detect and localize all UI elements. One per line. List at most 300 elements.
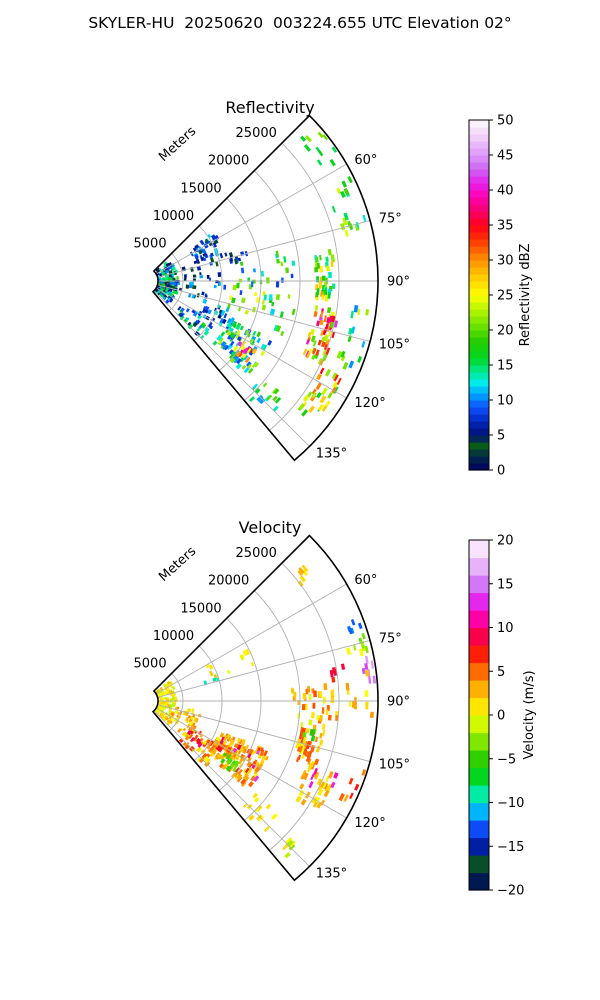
echo-rect	[313, 311, 317, 317]
echo-rect	[245, 310, 249, 315]
echo-rect	[276, 294, 280, 300]
echo-rect	[252, 331, 256, 337]
colorbar-band	[469, 428, 489, 436]
echo-rect	[354, 784, 359, 791]
echo-rect	[331, 261, 334, 267]
azimuth-spoke	[156, 708, 346, 818]
echo-rect	[328, 272, 332, 278]
echo-rect	[276, 259, 280, 264]
echo-rect	[221, 331, 226, 336]
radial-axis-label-reflectivity: Meters	[156, 123, 200, 165]
echo-rect	[316, 745, 321, 752]
echo-rect	[316, 320, 320, 326]
range-tick-label: 20000	[207, 153, 250, 169]
colorbar-band	[469, 260, 489, 268]
echo-rect	[251, 281, 253, 287]
echo-rect	[166, 699, 169, 703]
colorbar-tick-label: 0	[497, 708, 506, 724]
echo-rect	[314, 759, 319, 766]
echo-rect	[365, 690, 369, 697]
echo-rect	[307, 686, 310, 692]
colorbar-band	[469, 645, 489, 663]
azimuth-tick-label: 120°	[354, 396, 386, 411]
echo-rect	[292, 309, 296, 316]
echo-rect	[316, 715, 319, 721]
echo-rect	[319, 691, 322, 697]
echo-rect	[321, 387, 327, 395]
azimuth-tick-label: 75°	[378, 631, 402, 647]
echo-rect	[319, 282, 322, 289]
echo-rect	[319, 255, 322, 260]
azimuth-tick-label: 90°	[387, 274, 411, 290]
colorbar-band	[469, 628, 489, 646]
colorbar-band	[469, 435, 489, 443]
range-tick-label: 15000	[180, 181, 222, 197]
echo-rect	[281, 278, 283, 283]
echo-rect	[318, 150, 323, 156]
radial-axis-label-velocity: Meters	[156, 543, 200, 585]
echo-rect	[331, 697, 335, 703]
wedge-outline	[153, 536, 378, 881]
range-tick-label: 25000	[235, 546, 277, 562]
echo-rect	[308, 405, 315, 413]
azimuth-tick-label: 135°	[315, 866, 348, 882]
colorbar-band	[469, 663, 489, 681]
echo-rect	[178, 283, 180, 285]
echo-rect	[365, 656, 369, 664]
echo-rect	[362, 668, 366, 674]
echo-rect	[351, 619, 356, 626]
colorbar-band	[469, 407, 489, 415]
colorbar-tick-label: 0	[497, 463, 506, 479]
echo-rect	[348, 361, 354, 369]
plot-title-reflectivity: Reflectivity	[225, 98, 315, 117]
echo-rect	[251, 662, 255, 667]
azimuth-tick-label: 60°	[354, 573, 378, 588]
colorbar-band	[469, 785, 489, 803]
echo-rect	[256, 332, 261, 338]
echo-rect	[332, 206, 336, 213]
colorbar-band	[469, 218, 489, 226]
echo-rect	[280, 331, 284, 336]
echo-rect	[209, 665, 214, 670]
colorbar-band	[469, 253, 489, 261]
echo-rect	[264, 826, 270, 832]
echo-rect	[349, 778, 354, 785]
colorbar-label-reflectivity: Reflectivity dBZ	[518, 243, 533, 347]
echo-rect	[322, 285, 325, 292]
colorbar-tick-label: 50	[497, 113, 514, 129]
echo-rect	[199, 275, 203, 278]
echo-rect	[256, 338, 261, 343]
echo-rect	[341, 181, 347, 188]
echo-rect	[293, 692, 296, 697]
echo-rect	[315, 737, 318, 743]
echo-rect	[209, 671, 213, 677]
echo-rect	[301, 799, 307, 806]
echo-rect	[262, 300, 265, 305]
echo-rect	[172, 278, 175, 281]
colorbar-label-velocity: Velocity (m/s)	[522, 670, 537, 760]
azimuth-spoke	[158, 220, 370, 277]
echo-rect	[361, 633, 365, 639]
azimuth-tick-label: 120°	[354, 816, 386, 831]
colorbar-band	[469, 803, 489, 821]
velocity-grid	[154, 536, 378, 867]
reflectivity-plot	[134, 98, 533, 479]
colorbar-tick-label: 35	[497, 218, 514, 234]
colorbar-band	[469, 365, 489, 373]
echo-rect	[323, 683, 327, 690]
echo-rect	[373, 676, 376, 684]
echo-rect	[345, 230, 349, 237]
colorbar-band	[469, 386, 489, 394]
colorbar-band	[469, 680, 489, 698]
azimuth-tick-label: 135°	[315, 446, 348, 462]
echo-rect	[328, 249, 332, 256]
colorbar-band	[469, 421, 489, 429]
echo-rect	[337, 378, 342, 385]
echo-rect	[241, 268, 244, 274]
echo-rect	[319, 733, 322, 739]
colorbar-band	[469, 358, 489, 366]
echo-rect	[201, 291, 204, 295]
echo-rect	[309, 694, 312, 700]
azimuth-tick-label: 105°	[378, 757, 411, 773]
azimuth-spoke	[154, 291, 310, 447]
echo-rect	[312, 703, 315, 709]
colorbar-band	[469, 442, 489, 450]
echo-rect	[176, 276, 178, 279]
echo-rect	[302, 704, 306, 710]
echo-rect	[291, 274, 294, 278]
echo-rect	[354, 305, 358, 313]
azimuth-tick-label: 75°	[378, 211, 402, 227]
echo-rect	[241, 297, 245, 303]
colorbar-band	[469, 232, 489, 240]
echo-rect	[316, 373, 322, 380]
echo-rect	[308, 781, 313, 788]
echo-rect	[357, 308, 360, 315]
echo-rect	[305, 791, 311, 798]
colorbar-band	[469, 295, 489, 303]
echo-rect	[188, 293, 191, 297]
echo-rect	[311, 712, 315, 718]
colorbar-band	[469, 558, 489, 576]
echo-rect	[229, 295, 232, 300]
echo-rect	[253, 268, 256, 272]
colorbar-band	[469, 873, 489, 891]
echo-rect	[248, 815, 254, 821]
echo-rect	[358, 623, 363, 629]
echo-rect	[170, 281, 173, 285]
reflectivity-echoes	[154, 132, 370, 417]
echo-rect	[266, 277, 269, 283]
colorbar-tick-label: 5	[497, 428, 506, 444]
echo-rect	[271, 813, 278, 820]
colorbar-tick-label: 10	[497, 393, 514, 409]
echo-rect	[174, 697, 176, 700]
echo-rect	[328, 715, 332, 721]
echo-rect	[324, 290, 327, 295]
azimuth-tick-label: 60°	[354, 153, 378, 168]
echo-rect	[331, 677, 335, 683]
colorbar-band	[469, 155, 489, 163]
colorbar-band	[469, 698, 489, 716]
echo-rect	[262, 305, 266, 311]
echo-rect	[263, 750, 268, 756]
echo-rect	[330, 159, 336, 166]
colorbar-band	[469, 169, 489, 177]
echo-rect	[212, 341, 217, 346]
echo-rect	[346, 683, 350, 691]
echo-rect	[325, 401, 331, 408]
echo-rect	[267, 340, 272, 346]
echo-rect	[248, 781, 254, 787]
echo-rect	[318, 132, 324, 139]
echo-rect	[193, 274, 197, 277]
colorbar-band	[469, 351, 489, 359]
echo-rect	[319, 715, 323, 722]
colorbar-tick-label: 15	[497, 577, 514, 593]
colorbar-tick-label: 30	[497, 253, 514, 269]
echo-rect	[328, 292, 331, 298]
azimuth-tick-label: 90°	[387, 694, 411, 710]
echo-rect	[368, 676, 371, 684]
echo-rect	[318, 340, 322, 346]
echo-rect	[240, 290, 243, 295]
echo-rect	[189, 285, 192, 289]
echo-rect	[280, 311, 284, 318]
echo-rect	[236, 283, 239, 289]
echo-rect	[352, 701, 356, 707]
azimuth-spoke	[158, 640, 370, 697]
colorbar-tick-label: −5	[497, 752, 517, 768]
echo-rect	[342, 362, 348, 370]
echo-rect	[260, 351, 265, 356]
echo-rect	[322, 295, 325, 300]
colorbar-tick-label: 20	[497, 323, 514, 339]
echo-rect	[300, 136, 306, 142]
echo-rect	[304, 144, 311, 152]
colorbar-band	[469, 575, 489, 593]
colorbar-band	[469, 141, 489, 149]
colorbar-band	[469, 323, 489, 331]
velocity-wedge-frame	[153, 536, 378, 881]
colorbar-band	[469, 456, 489, 464]
reflectivity-colorbar	[469, 114, 514, 479]
range-tick-label: 10000	[152, 208, 195, 224]
colorbar-band	[469, 316, 489, 324]
echo-rect	[316, 392, 322, 398]
colorbar-band	[469, 211, 489, 219]
colorbar-band	[469, 414, 489, 422]
echo-rect	[236, 363, 242, 369]
colorbar-band	[469, 393, 489, 401]
echo-rect	[233, 285, 237, 290]
colorbar-band	[469, 733, 489, 751]
colorbar-band	[469, 768, 489, 786]
echo-rect	[242, 365, 247, 370]
colorbar-tick-label: 15	[497, 358, 514, 374]
echo-rect	[324, 315, 327, 322]
echo-rect	[331, 255, 335, 263]
echo-rect	[349, 701, 351, 707]
echo-rect	[295, 796, 301, 803]
echo-rect	[326, 266, 330, 272]
echo-rect	[371, 661, 375, 669]
colorbar-band	[469, 337, 489, 345]
echo-rect	[349, 793, 354, 800]
range-tick-label: 5000	[133, 656, 167, 672]
echo-rect	[316, 288, 319, 295]
echo-rect	[192, 285, 196, 289]
colorbar-tick-label: 40	[497, 183, 514, 199]
echo-rect	[183, 728, 186, 731]
echo-rect	[324, 790, 330, 798]
echo-rect	[326, 710, 329, 716]
echo-rect	[331, 690, 334, 697]
echo-rect	[325, 369, 331, 377]
echo-rect	[219, 253, 223, 258]
echo-rect	[240, 326, 244, 331]
echo-rect	[177, 707, 180, 710]
echo-rect	[303, 693, 306, 699]
colorbar-band	[469, 134, 489, 142]
echo-rect	[350, 311, 354, 319]
echo-rect	[292, 261, 296, 266]
echo-rect	[325, 257, 328, 262]
echo-rect	[280, 261, 283, 266]
colorbar-band	[469, 127, 489, 135]
echo-rect	[305, 135, 312, 142]
echo-rect	[209, 278, 211, 281]
echo-rect	[192, 708, 195, 712]
echo-rect	[199, 272, 201, 275]
colorbar-tick-label: 5	[497, 664, 506, 680]
colorbar-band	[469, 820, 489, 838]
colorbar-tick-label: −20	[497, 883, 525, 899]
colorbar-band	[469, 593, 489, 611]
echo-rect	[322, 724, 325, 730]
echo-rect	[301, 409, 308, 416]
echo-rect	[317, 159, 323, 166]
echo-rect	[357, 356, 362, 363]
echo-rect	[311, 735, 316, 741]
colorbar-tick-label: 20	[497, 533, 514, 549]
echo-rect	[346, 647, 351, 655]
echo-rect	[254, 292, 257, 296]
echo-rect	[308, 719, 312, 725]
colorbar-band	[469, 267, 489, 275]
echo-rect	[300, 722, 303, 728]
colorbar-tick-label: −10	[497, 796, 525, 811]
colorbar-band	[469, 204, 489, 212]
colorbar-tick-label: 10	[497, 621, 514, 636]
echo-rect	[231, 297, 236, 303]
echo-rect	[319, 395, 326, 403]
echo-rect	[319, 739, 323, 745]
echo-rect	[362, 215, 366, 222]
echo-rect	[299, 783, 304, 789]
azimuth-spoke	[154, 711, 310, 867]
echo-rect	[327, 392, 333, 399]
colorbar-band	[469, 855, 489, 873]
echo-rect	[288, 294, 291, 299]
echo-rect	[333, 772, 338, 779]
colorbar-band	[469, 176, 489, 184]
echo-rect	[313, 691, 317, 698]
colorbar-band	[469, 225, 489, 233]
colorbar-band	[469, 197, 489, 205]
echo-rect	[341, 663, 345, 669]
echo-rect	[276, 281, 279, 287]
echo-rect	[224, 252, 227, 256]
echo-rect	[173, 282, 176, 285]
colorbar-band	[469, 120, 489, 128]
echo-rect	[327, 307, 331, 313]
range-tick-label: 15000	[180, 601, 222, 617]
reflectivity-grid	[154, 116, 378, 447]
echo-rect	[249, 396, 255, 402]
colorbar-band	[469, 344, 489, 352]
colorbar-band	[469, 281, 489, 289]
echo-rect	[227, 670, 231, 674]
range-tick-label: 25000	[235, 126, 277, 142]
echo-rect	[240, 262, 243, 266]
colorbar-band	[469, 162, 489, 170]
velocity-colorbar	[469, 534, 524, 899]
echo-rect	[218, 282, 221, 286]
azimuth-spoke	[156, 288, 346, 398]
colorbar-band	[469, 372, 489, 380]
velocity-axis-labels	[133, 543, 411, 882]
colorbar-tick-label: −15	[497, 839, 525, 855]
echo-rect	[316, 276, 319, 282]
range-tick-label: 10000	[152, 628, 195, 644]
echo-rect	[347, 176, 352, 183]
colorbar-band	[469, 302, 489, 310]
echo-rect	[370, 712, 374, 718]
echo-rect	[285, 267, 289, 273]
colorbar-band	[469, 449, 489, 457]
colorbar-tick-label: 45	[497, 148, 514, 164]
echo-rect	[365, 702, 368, 709]
echo-rect	[322, 729, 325, 736]
colorbar-band	[469, 379, 489, 387]
colorbar-band	[469, 183, 489, 191]
colorbar-band	[469, 540, 489, 558]
velocity-plot	[134, 518, 537, 899]
echo-rect	[315, 305, 318, 311]
echo-rect	[365, 309, 369, 316]
echo-rect	[238, 258, 241, 262]
echo-rect	[266, 804, 271, 810]
echo-rect	[223, 285, 226, 290]
colorbar-band	[469, 148, 489, 156]
echo-rect	[199, 240, 204, 246]
colorbar-band	[469, 715, 489, 733]
echo-rect	[308, 332, 312, 337]
plot-title-velocity: Velocity	[238, 518, 302, 537]
colorbar-band	[469, 400, 489, 408]
echo-rect	[361, 341, 365, 348]
colorbar-band	[469, 330, 489, 338]
echo-rect	[170, 704, 173, 707]
echo-rect	[283, 256, 286, 263]
colorbar-band	[469, 838, 489, 856]
echo-rect	[322, 707, 325, 714]
